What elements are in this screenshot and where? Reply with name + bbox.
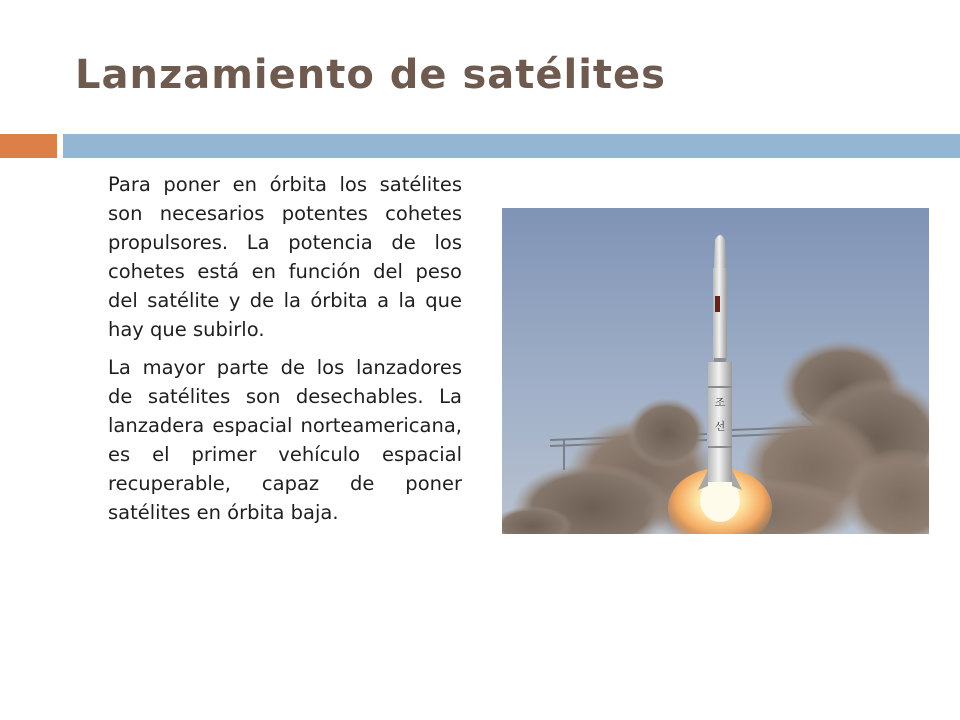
rocket-launch-photo [502,208,929,534]
paragraph-2: La mayor parte de los lanzadores de satélites son desechables. La lanzadera espacial norteamericana, es el primer vehículo espacial recuperable, capaz de poner satélites en órbita baja. [108,356,462,524]
slide-title: Lanzamiento de satélites [75,52,666,98]
body-text [108,170,462,536]
title-underline-bar [63,134,960,158]
svg-text:선: 선 [714,420,726,433]
rocket-lettering: 조 [714,396,726,409]
title-accent-bar [0,134,57,158]
paragraph-1: Para poner en órbita los satélites son necesarios potentes cohetes propulsores. La potencia de los cohetes está en función del peso del satélite y de la órbita a la que hay que subirlo. [108,173,462,341]
